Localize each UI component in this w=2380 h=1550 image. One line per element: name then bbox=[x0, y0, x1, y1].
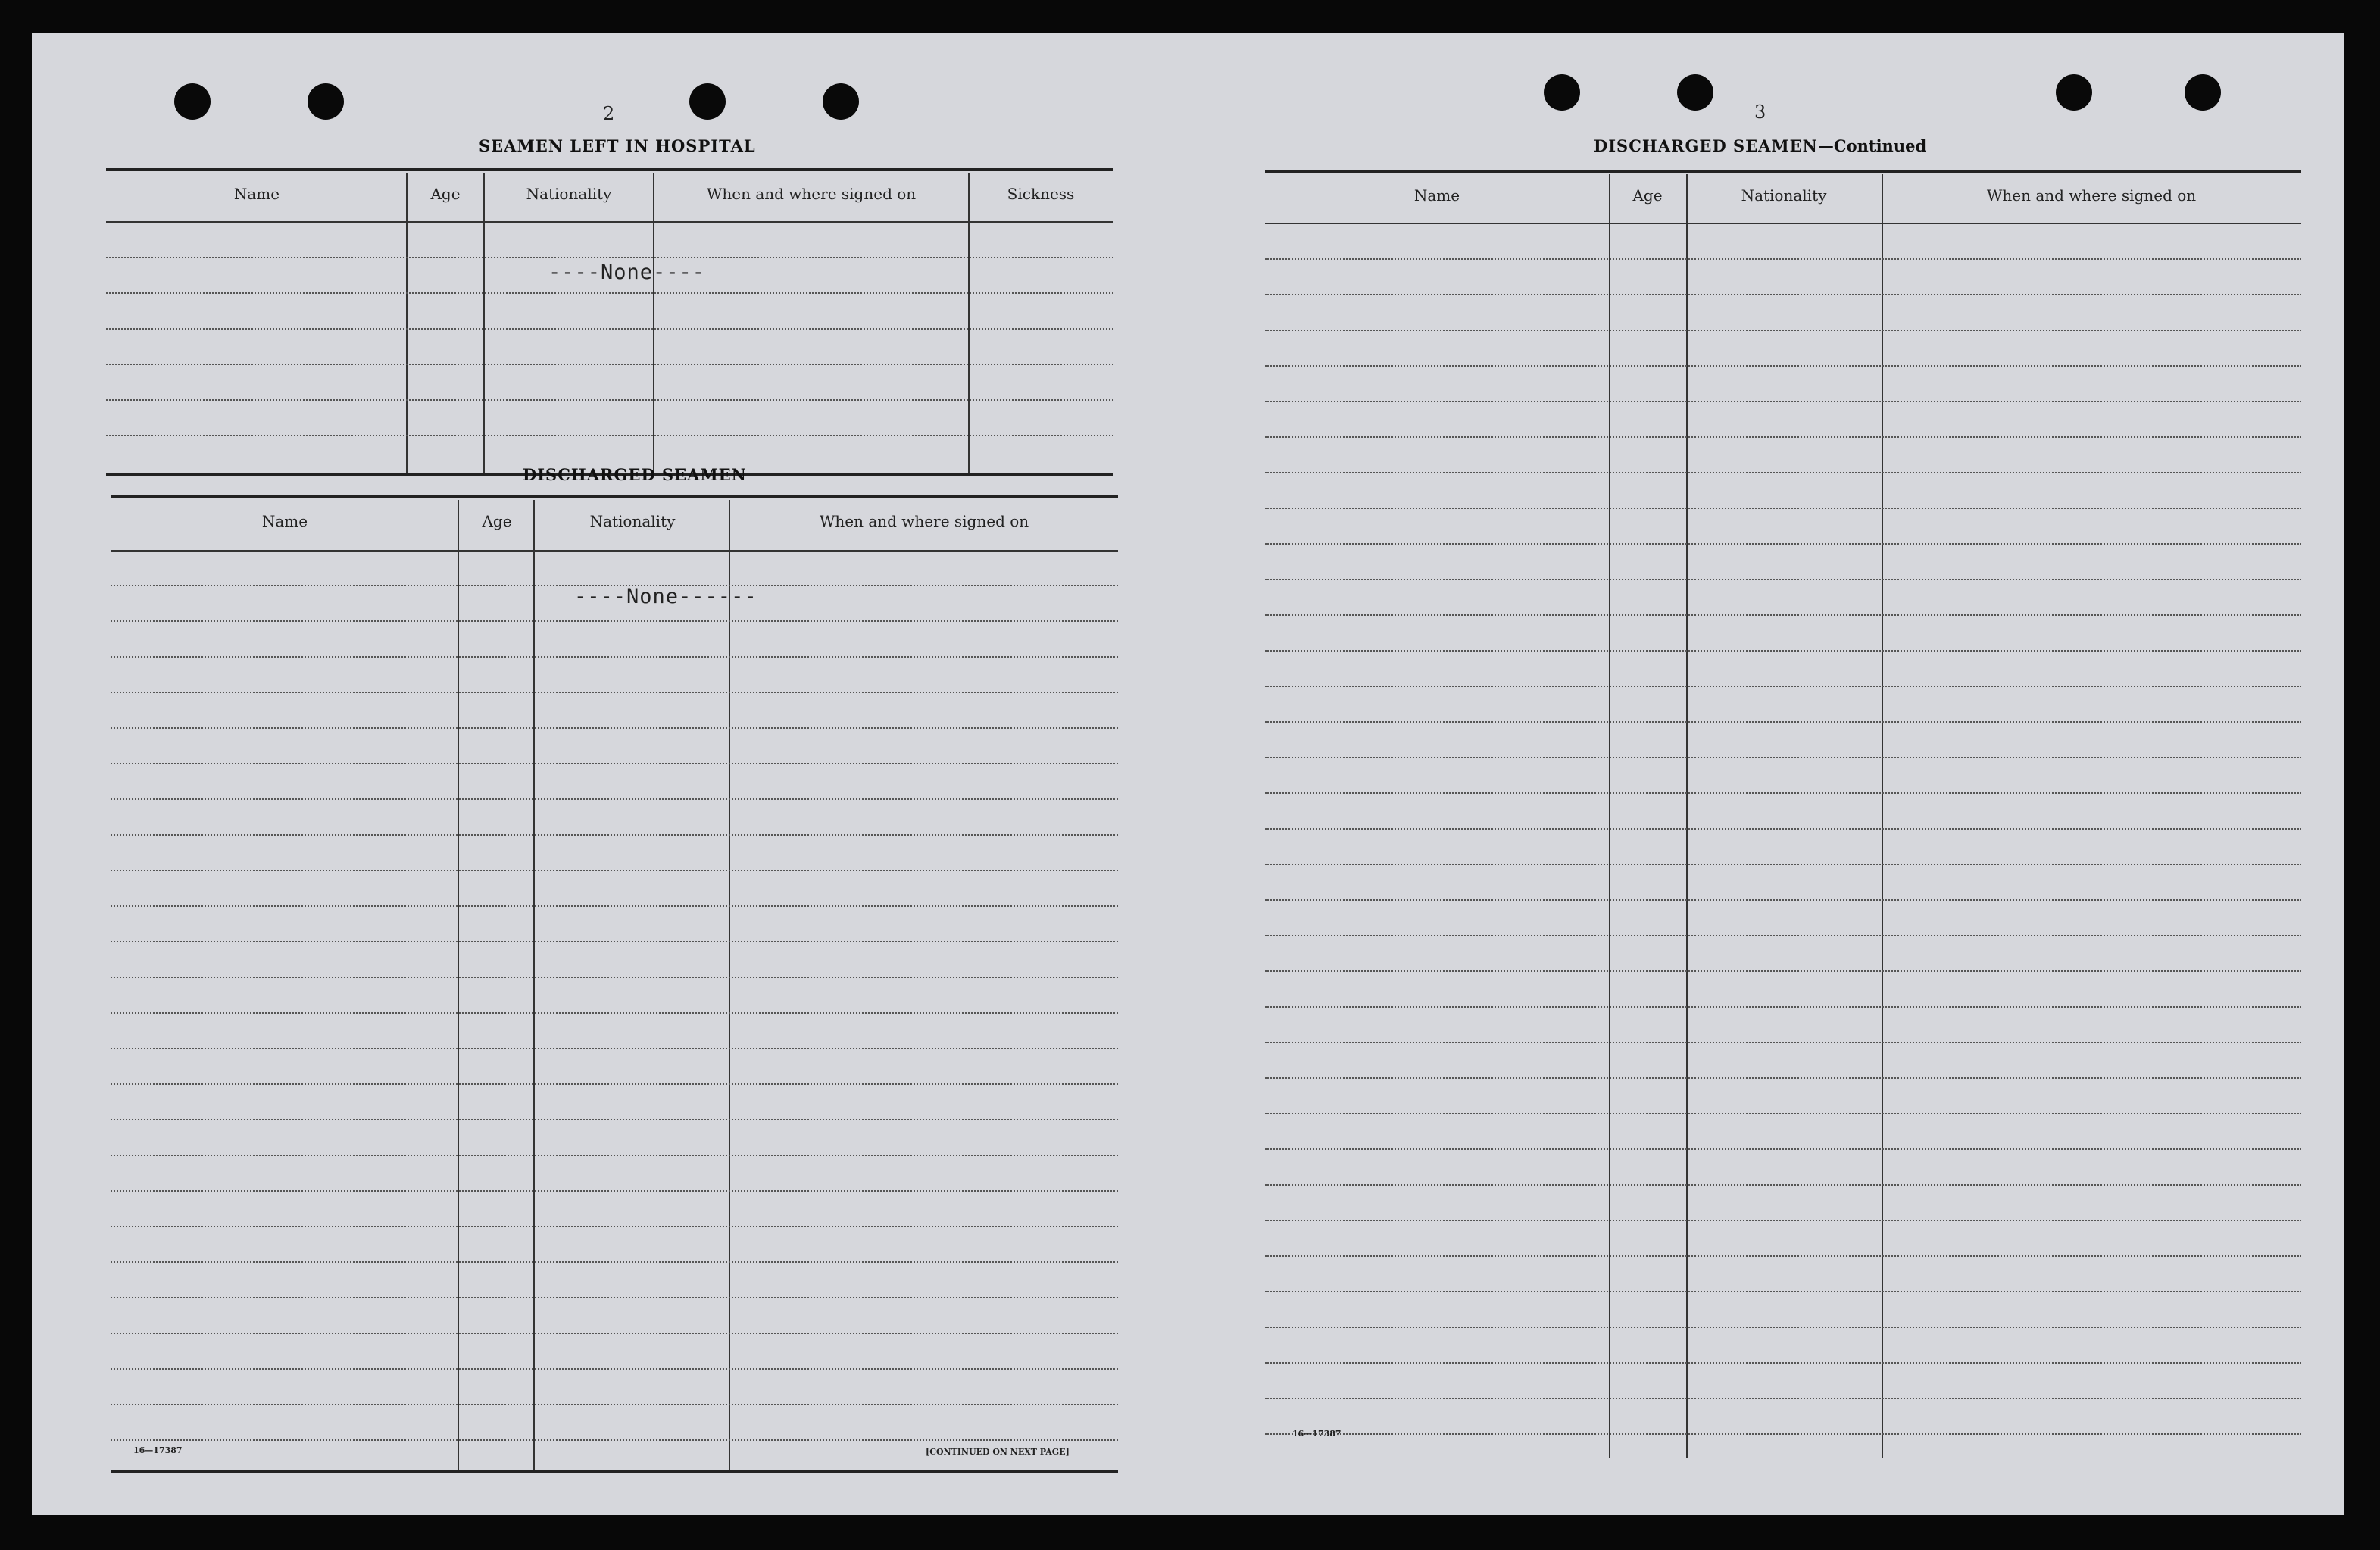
hospital-section-title: SEAMEN LEFT IN HOSPITAL bbox=[479, 136, 756, 155]
discharged-entry-none: ----None------ bbox=[574, 585, 757, 608]
hospital-entry-none: ----None---- bbox=[548, 261, 706, 284]
discharged-title-suffix: —Continued bbox=[1817, 136, 1927, 155]
column-header-age: Age bbox=[1632, 186, 1663, 205]
document-sheet bbox=[32, 33, 2344, 1515]
page-number-right: 3 bbox=[1754, 102, 1766, 123]
column-header-when-where-signed: When and where signed on bbox=[819, 512, 1029, 530]
discharged-table-left bbox=[111, 495, 1118, 1476]
column-header-nationality: Nationality bbox=[1741, 186, 1827, 205]
punch-hole bbox=[308, 83, 344, 120]
page-number-left: 2 bbox=[603, 103, 615, 124]
punch-hole bbox=[2056, 74, 2092, 111]
discharged-section-title-right bbox=[1594, 136, 1926, 155]
punch-hole bbox=[174, 83, 211, 120]
column-header-name: Name bbox=[1413, 186, 1460, 205]
column-header-name: Name bbox=[261, 512, 308, 530]
punch-hole bbox=[689, 83, 726, 120]
column-header-nationality: Nationality bbox=[526, 185, 612, 203]
form-number-right: 16—17387 bbox=[1292, 1429, 1341, 1439]
form-number-left: 16—17387 bbox=[133, 1445, 183, 1455]
punch-hole bbox=[2185, 74, 2221, 111]
column-header-sickness: Sickness bbox=[1007, 185, 1075, 203]
discharged-section-title-left: DISCHARGED SEAMEN bbox=[523, 465, 747, 484]
column-header-age: Age bbox=[482, 512, 512, 530]
discharged-title-main: DISCHARGED SEAMEN bbox=[1594, 136, 1818, 155]
punch-hole bbox=[823, 83, 859, 120]
column-header-when-where-signed: When and where signed on bbox=[706, 185, 917, 203]
hospital-table bbox=[106, 168, 1113, 479]
punch-hole bbox=[1677, 74, 1713, 111]
column-header-when-where-signed: When and where signed on bbox=[1986, 186, 2197, 205]
column-header-nationality: Nationality bbox=[589, 512, 676, 530]
column-header-age: Age bbox=[430, 185, 461, 203]
punch-hole bbox=[1544, 74, 1580, 111]
column-header-name: Name bbox=[233, 185, 280, 203]
continued-note: [CONTINUED ON NEXT PAGE] bbox=[926, 1447, 1070, 1457]
discharged-table-right bbox=[1265, 170, 2301, 1458]
